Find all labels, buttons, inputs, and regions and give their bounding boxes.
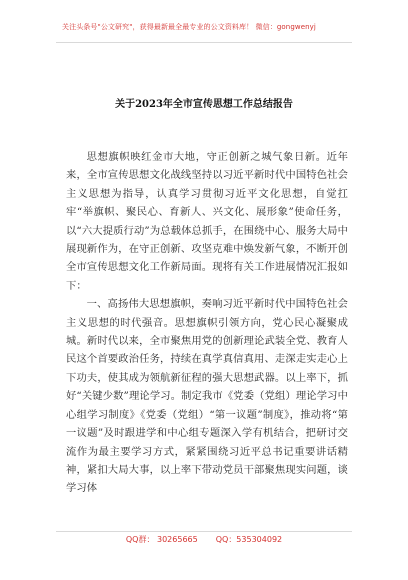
footer-divider: [56, 531, 352, 532]
footer-contact: [0, 535, 408, 545]
header-notice: 关注头条号"公文研究"，获得最新最全最专业的公文资料库！ 微信：gongwenyj: [62, 23, 316, 31]
document-body: [66, 148, 348, 498]
paragraph-section-one: 一、高扬伟大思想旗帜，奏响习近平新时代中国特色社会主义思想的时代强音。思想旗帜引领方向，党心民心凝聚成城。新时代以来，全市聚焦用党的创新理论武装全党、教育人民这个首要政治任务，持续在真学真信真用、走深走实走心上下功夫，使其成为领航新征程的强大思想武器。以上率下，抓好“关键少数”理论学习。制定我市《党委（党组）理论学习中心组学习制度》《党委（党组）“第一议题”制度》，推动将“第一议题”及时跟进学和中心组专题深入学有机结合，把研讨交流作为最主要学习方式，紧紧围绕习近平总书记重要讲话精神，紧扣大局大事，以上率下带动党员干部聚焦现实问题，谈学习体: [66, 298, 348, 495]
footer-qq-group: QQ群： 30265665: [125, 535, 198, 544]
paragraph-intro: 思想旗帜映红金市大地，守正创新之城气象日新。近年来，全市宣传思想文化战线坚持以习近平新时代中国特色社会主义思想为指导，认真学习贯彻习近平文化思想，自觉扛牢“举旗帜、聚民心、育新人、兴文化、展形象”使命任务，以“六大提质行动”为总载体总抓手，在围绕中心、服务大局中展现新作为，在守正创新、攻坚克难中焕发新气象，不断开创全市宣传思想文化工作新局面。现将有关工作进展情况汇报如下：: [66, 151, 348, 292]
header-divider: [56, 42, 352, 43]
footer-qq-number: QQ：535304092: [215, 535, 283, 544]
document-title: 关于2023年全市宣传思想工作总结报告: [115, 99, 293, 110]
